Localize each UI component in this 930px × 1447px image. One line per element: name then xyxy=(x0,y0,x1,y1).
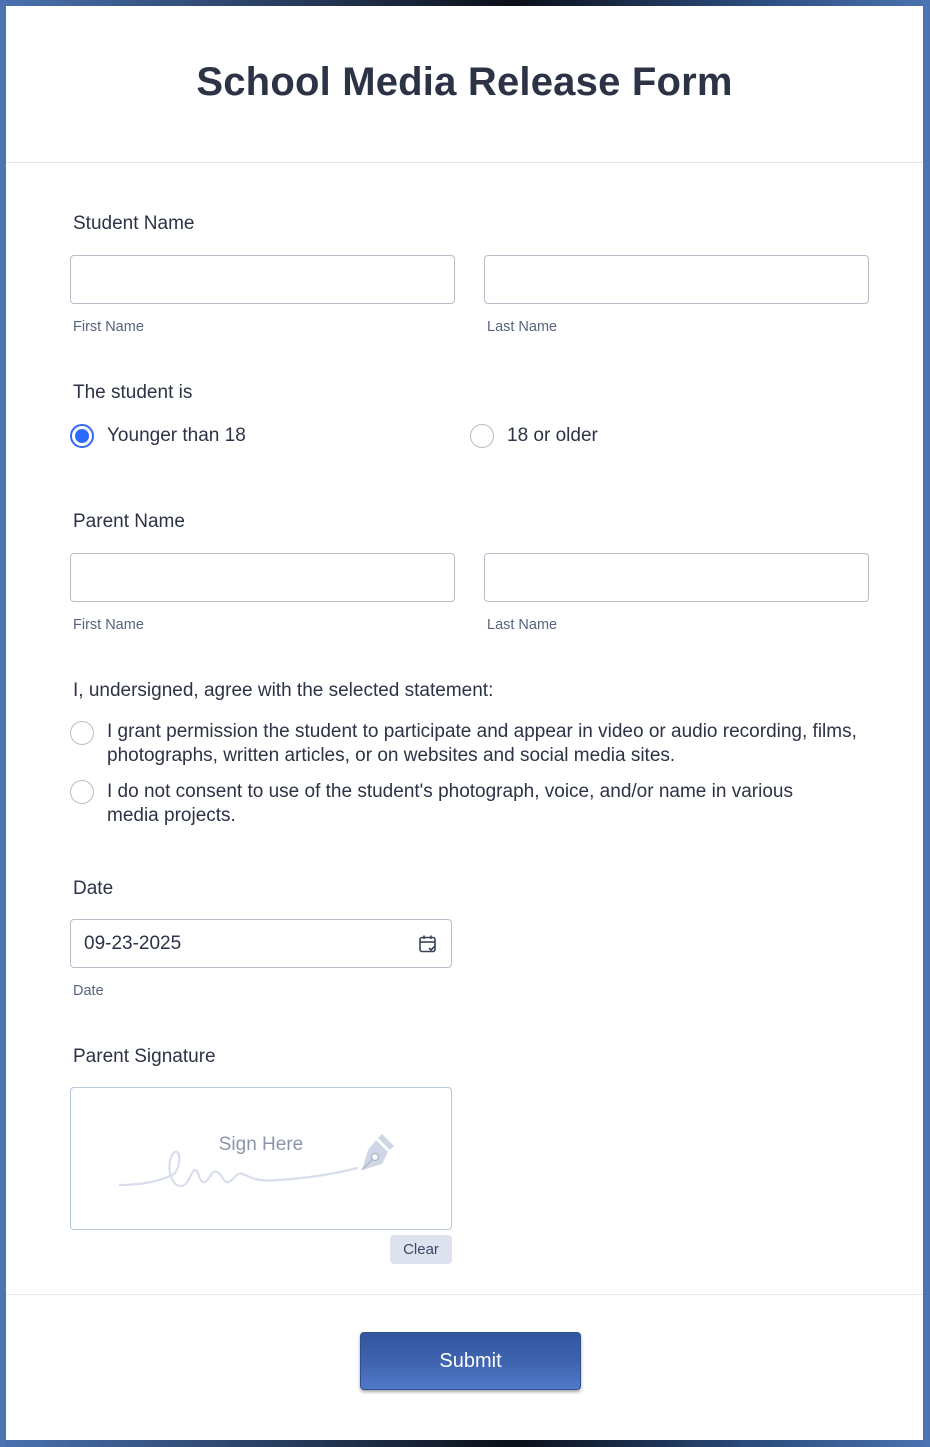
signature-placeholder: Sign Here xyxy=(218,1134,304,1155)
media-release-form xyxy=(6,6,923,1440)
student-first-name-field[interactable] xyxy=(70,255,455,304)
clear-signature-button[interactable]: Clear xyxy=(390,1235,452,1264)
submit-button[interactable]: Submit xyxy=(360,1332,581,1390)
parent-first-name-sublabel: First Name xyxy=(73,617,144,633)
date-field[interactable] xyxy=(70,919,452,968)
radio-18-or-older[interactable] xyxy=(470,424,494,448)
radio-grant-permission[interactable] xyxy=(70,721,94,745)
student-last-name-field[interactable] xyxy=(484,255,869,304)
radio-18-or-older-label[interactable]: 18 or older xyxy=(507,425,598,446)
radio-no-consent[interactable] xyxy=(70,780,94,804)
parent-first-name-field[interactable] xyxy=(70,553,455,602)
parent-last-name-input[interactable] xyxy=(485,554,868,601)
parent-name-label: Parent Name xyxy=(73,511,185,532)
date-input[interactable] xyxy=(71,920,451,967)
student-age-label: The student is xyxy=(73,382,193,403)
calendar-check-icon[interactable] xyxy=(417,933,439,955)
student-last-name-input[interactable] xyxy=(485,256,868,303)
signature-label: Parent Signature xyxy=(73,1046,216,1067)
footer-divider xyxy=(6,1294,923,1295)
form-header xyxy=(6,6,923,163)
radio-younger-than-18[interactable] xyxy=(70,424,94,448)
signature-pad[interactable] xyxy=(70,1087,452,1230)
page-title: School Media Release Form xyxy=(196,59,733,104)
student-name-label: Student Name xyxy=(73,213,195,234)
agreement-label: I, undersigned, agree with the selected statement: xyxy=(73,680,494,701)
date-label: Date xyxy=(73,878,114,899)
parent-last-name-sublabel: Last Name xyxy=(487,617,558,633)
student-first-name-sublabel: First Name xyxy=(73,319,144,335)
pen-nib-icon xyxy=(356,1130,402,1176)
radio-no-consent-label[interactable]: I do not consent to use of the student's photograph, voice, and/or name in various media projects. xyxy=(107,781,793,826)
window-frame-right xyxy=(923,0,930,1447)
student-last-name-sublabel: Last Name xyxy=(487,319,558,335)
radio-younger-than-18-label[interactable]: Younger than 18 xyxy=(107,425,246,446)
radio-grant-permission-label[interactable]: I grant permission the student to participate and appear in video or audio recording, films, photographs, written articles, or on websites and social media sites. xyxy=(107,721,857,766)
student-first-name-input[interactable] xyxy=(71,256,454,303)
date-sublabel: Date xyxy=(73,983,104,999)
parent-last-name-field[interactable] xyxy=(484,553,869,602)
parent-first-name-input[interactable] xyxy=(71,554,454,601)
